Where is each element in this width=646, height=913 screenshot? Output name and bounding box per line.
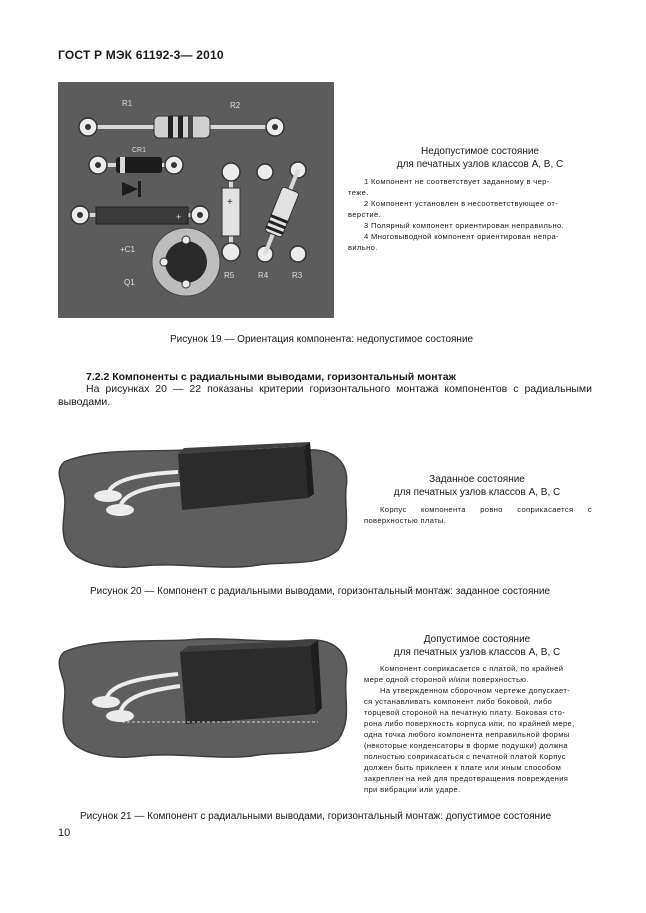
note-line: Компонент соприкасается с платой, по крайней (380, 664, 564, 673)
capacitor-plus-label: + (176, 212, 182, 222)
figure-21-side-title (366, 634, 588, 659)
document-header: ГОСТ Р МЭК 61192-3— 2010 (58, 48, 224, 62)
pad (222, 163, 240, 181)
figure-21-classes: для печатных узлов классов А, В, С (393, 646, 561, 658)
note-line: мере одной стороной и/или поверхностью. (364, 675, 529, 684)
pad-hole (272, 124, 278, 130)
note-line: ся устанавливать компонент либо боковой, либо (364, 697, 553, 706)
label-r1: R1 (122, 99, 133, 108)
pad-hole (85, 124, 91, 130)
pad (290, 246, 306, 262)
label-r2: R2 (230, 101, 241, 110)
figure-19-image (58, 82, 334, 318)
note-line: поверхностью платы. (364, 516, 447, 525)
figure-19-notes (348, 176, 590, 253)
resistor-band (168, 116, 173, 138)
resistor-band (188, 116, 193, 138)
label-c1: +C1 (120, 245, 135, 254)
note-line: верстие. (348, 210, 382, 219)
pad-hole (171, 162, 177, 168)
note-line: полностью соприкасаться с печатной платой Корпус (364, 752, 566, 761)
component-front (180, 646, 316, 724)
note-line: 4 Многовыводной компонент ориентирован непра- (364, 232, 559, 241)
figure-20-image (56, 440, 354, 570)
pad-hole (95, 162, 101, 168)
capacitor-body (96, 207, 188, 224)
pad-hole (197, 212, 203, 218)
figure-19-status: Недопустимое состояние (421, 146, 539, 157)
transistor-body (165, 241, 207, 283)
figure-20-caption: Рисунок 20 — Компонент с радиальными выводами, горизонтальный монтаж: заданное состояние (90, 586, 551, 597)
figure-20-notes (364, 504, 592, 526)
transistor-pad (160, 258, 168, 266)
figure-19-classes: для печатных узлов классов А, В, С (396, 158, 564, 170)
pad-hole (77, 212, 83, 218)
diode-band (120, 157, 125, 173)
resistor-r5-body (222, 188, 240, 236)
note-line: должен быть приклеен к плате или иным способом (364, 763, 562, 772)
figure-20-status: Заданное состояние (429, 474, 525, 485)
note-line: одна точка любого компонента неправильной формы (364, 730, 570, 739)
note-line: теже. (348, 188, 369, 197)
note-line: На утвержденном сборочном чертеже допускает- (380, 686, 571, 695)
pad (257, 164, 273, 180)
note-line: закреплен на ней для предотвращения повреждения (364, 774, 569, 783)
label-r4: R4 (258, 271, 269, 280)
note-line: торцевой стороной на печатную плату. Боковая сто- (364, 708, 566, 717)
label-cr1: CR1 (132, 147, 147, 154)
resistor-band (178, 116, 183, 138)
r5-plus-label: + (227, 197, 233, 208)
figure-19-caption: Рисунок 19 — Ориентация компонента: недопустимое состояние (170, 334, 474, 345)
note-line: вильно. (348, 243, 378, 252)
figure-21-caption: Рисунок 21 — Компонент с радиальными выводами, горизонтальный монтаж: допустимое состояние (80, 811, 552, 822)
figure-21-notes (364, 663, 592, 795)
note-line: при вибрации или ударе. (364, 785, 461, 794)
figure-20-side-title (366, 474, 588, 499)
note-line: 3 Полярный компонент ориентирован неправильно. (364, 221, 565, 230)
section-heading: 7.2.2 Компоненты с радиальными выводами, горизонтальный монтаж (86, 371, 456, 383)
pad (222, 243, 240, 261)
note-line: 1 Компонент не соответствует заданному в чер- (364, 177, 550, 186)
section-paragraph: На рисунках 20 — 22 показаны критерии горизонтального монтажа компонентов с радиальными выводами. (58, 383, 592, 408)
diode-symbol-bar (138, 181, 141, 197)
note-line: Корпус компонента ровно соприкасается с (380, 505, 592, 514)
transistor-pad (182, 236, 190, 244)
label-r3: R3 (292, 271, 303, 280)
note-line: (некоторые конденсаторы в форме подушки) должна (364, 741, 568, 750)
figure-19-side-title (360, 146, 600, 171)
figure-20-classes: для печатных узлов классов А, В, С (393, 486, 561, 498)
label-q1: Q1 (124, 278, 135, 287)
page-number: 10 (58, 827, 71, 839)
label-r5: R5 (224, 271, 235, 280)
note-line: 2 Компонент установлен в несоответствующее от- (364, 199, 559, 208)
figure-21-image (56, 630, 354, 760)
transistor-pad (182, 280, 190, 288)
note-line: рона либо поверхность корпуса или, по крайней мере, (364, 719, 575, 728)
figure-21-status: Допустимое состояние (423, 634, 531, 645)
